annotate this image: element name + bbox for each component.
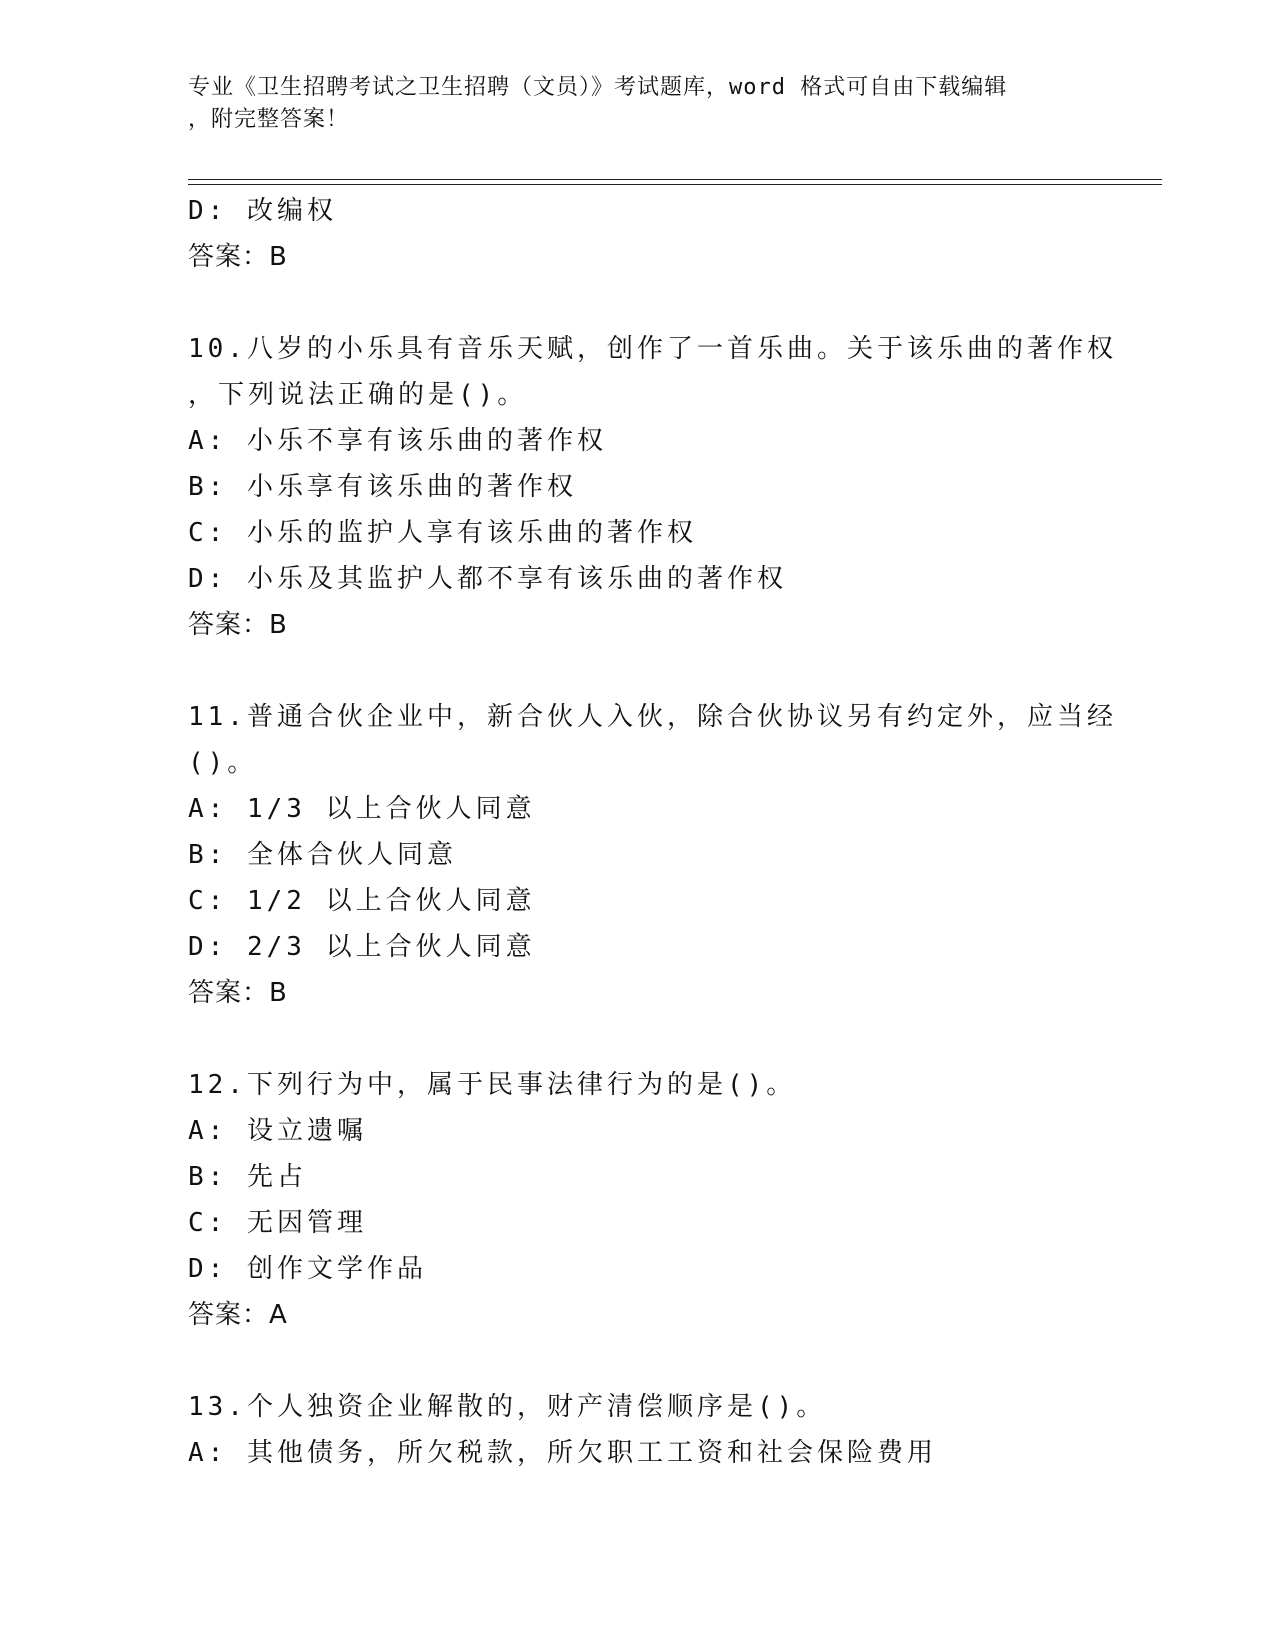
question-stem: 11.普通合伙企业中，新合伙人入伙，除合伙协议另有约定外，应当经	[188, 702, 1117, 732]
option-a: A: 1/3 以上合伙人同意	[188, 794, 536, 824]
question-stem: 13.个人独资企业解散的，财产清偿顺序是()。	[188, 1392, 827, 1422]
question-13	[188, 1384, 1088, 1476]
header-line-1: 专业《卫生招聘考试之卫生招聘（文员）》考试题库，word 格式可自由下载编辑	[188, 75, 1008, 100]
option-d: D: 改编权	[188, 196, 337, 226]
question-stem: 12.下列行为中，属于民事法律行为的是()。	[188, 1070, 797, 1100]
spacer	[188, 280, 1088, 326]
spacer	[188, 1338, 1088, 1384]
answer-line: 答案：B	[188, 610, 288, 640]
option-b: B: 先占	[188, 1162, 307, 1192]
option-d: D: 创作文学作品	[188, 1254, 427, 1284]
question-stem-continued: ()。	[188, 748, 258, 778]
option-a: A: 小乐不享有该乐曲的著作权	[188, 426, 607, 456]
previous-question-tail	[188, 188, 1088, 280]
header-line-2: ，附完整答案！	[188, 107, 350, 132]
option-b: B: 小乐享有该乐曲的著作权	[188, 472, 577, 502]
question-11	[188, 694, 1117, 1016]
option-a: A: 设立遗嘱	[188, 1116, 367, 1146]
option-c: C: 小乐的监护人享有该乐曲的著作权	[188, 518, 697, 548]
option-d: D: 小乐及其监护人都不享有该乐曲的著作权	[188, 564, 787, 594]
option-b: B: 全体合伙人同意	[188, 840, 457, 870]
page-header	[188, 72, 1068, 136]
option-c: C: 无因管理	[188, 1208, 367, 1238]
header-divider-bottom	[188, 184, 1162, 185]
question-10	[188, 326, 1117, 648]
option-c: C: 1/2 以上合伙人同意	[188, 886, 536, 916]
question-12	[188, 1062, 1088, 1338]
answer-line: 答案：B	[188, 978, 288, 1008]
question-content	[188, 188, 1117, 1476]
spacer	[188, 1016, 1088, 1062]
option-a: A: 其他债务，所欠税款，所欠职工工资和社会保险费用	[188, 1438, 937, 1468]
question-stem-continued: ，下列说法正确的是()。	[188, 380, 528, 410]
answer-line: 答案：A	[188, 1300, 288, 1330]
question-stem: 10.八岁的小乐具有音乐天赋，创作了一首乐曲。关于该乐曲的著作权	[188, 334, 1117, 364]
spacer	[188, 648, 1088, 694]
header-divider-top	[188, 179, 1162, 180]
answer-line: 答案：B	[188, 242, 288, 272]
option-d: D: 2/3 以上合伙人同意	[188, 932, 536, 962]
